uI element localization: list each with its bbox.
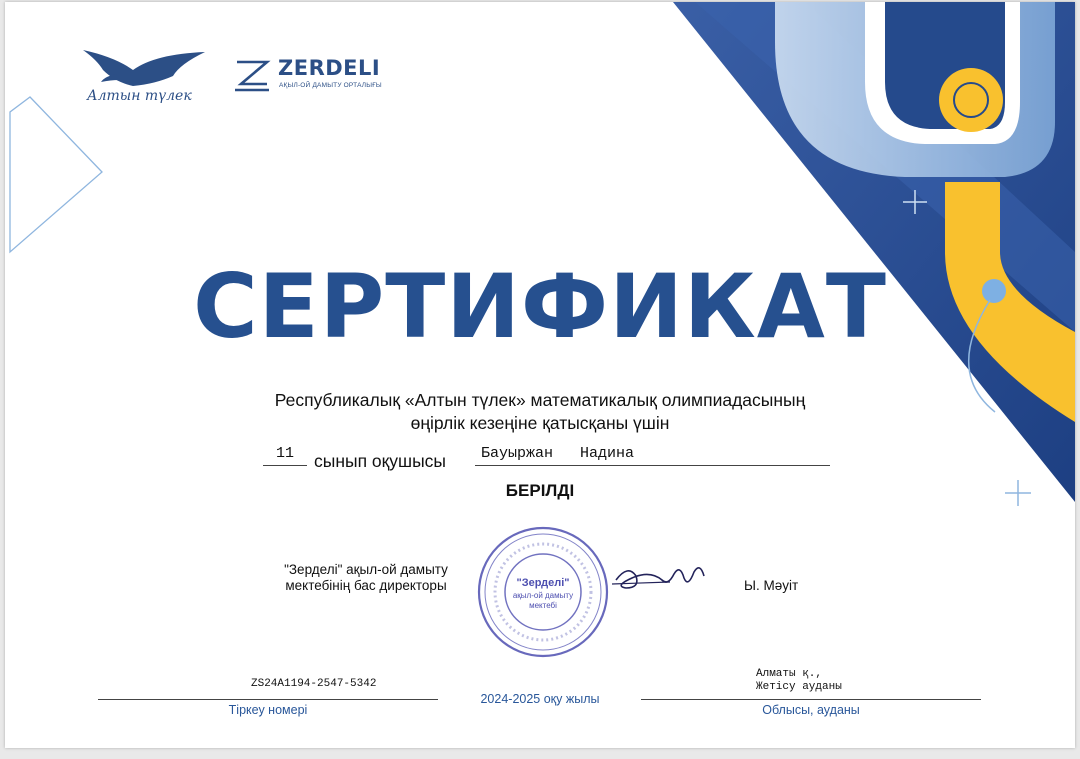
- yellow-circle-shape: [939, 68, 1003, 132]
- student-name-underline: [475, 465, 830, 466]
- director-signature: [610, 558, 710, 600]
- zerdeli-logo-text: ZERDELI: [278, 56, 381, 80]
- region-label: Облысы, ауданы: [762, 703, 860, 717]
- stamp-center-line-3: мектебі: [529, 601, 557, 610]
- grade-label: сынып оқушысы: [314, 451, 446, 471]
- issued-label: БЕРІЛДІ: [505, 481, 575, 500]
- stamp-center-line-2: ақыл-ой дамыту: [512, 591, 574, 600]
- altyn-tulek-logo-text: Алтын түлек: [87, 88, 192, 104]
- zerdeli-logo-icon: [235, 62, 269, 90]
- grade-underline: [263, 465, 307, 466]
- description-line-2: өңірлік кезеңіне қатысқаны үшін: [410, 413, 670, 433]
- official-stamp: [475, 524, 611, 660]
- registration-number: ZS24A1194-2547-5342: [251, 678, 377, 690]
- region-line-2: Жетісу ауданы: [756, 681, 842, 693]
- certificate-title: СЕРТИФИКАТ: [193, 255, 887, 358]
- region-line-1: Алматы қ.,: [756, 668, 823, 680]
- registration-underline: [98, 699, 438, 700]
- stamp-center-line-1: "Зерделі": [516, 577, 570, 589]
- director-title-line-2: мектебінің бас директоры: [285, 578, 447, 593]
- description-line-1: Республикалық «Алтын түлек» математикалық олимпиадасының: [274, 390, 806, 410]
- diamond-outline-shape: [10, 97, 102, 252]
- director-title-line-1: "Зерделі" ақыл-ой дамыту: [284, 562, 448, 577]
- zerdeli-logo-subtitle: АҚЫЛ-ОЙ ДАМЫТУ ОРТАЛЫҒЫ: [279, 82, 382, 89]
- eagle-logo-icon: [83, 50, 205, 86]
- academic-year: 2024-2025 оқу жылы: [480, 692, 600, 706]
- grade-value: 11: [275, 445, 294, 462]
- registration-label: Тіркеу номері: [228, 703, 308, 717]
- director-name: Ы. Мәуіт: [744, 578, 799, 593]
- region-underline: [641, 699, 981, 700]
- student-name: Бауыржан Надина: [481, 445, 635, 462]
- certificate-page: [5, 2, 1075, 748]
